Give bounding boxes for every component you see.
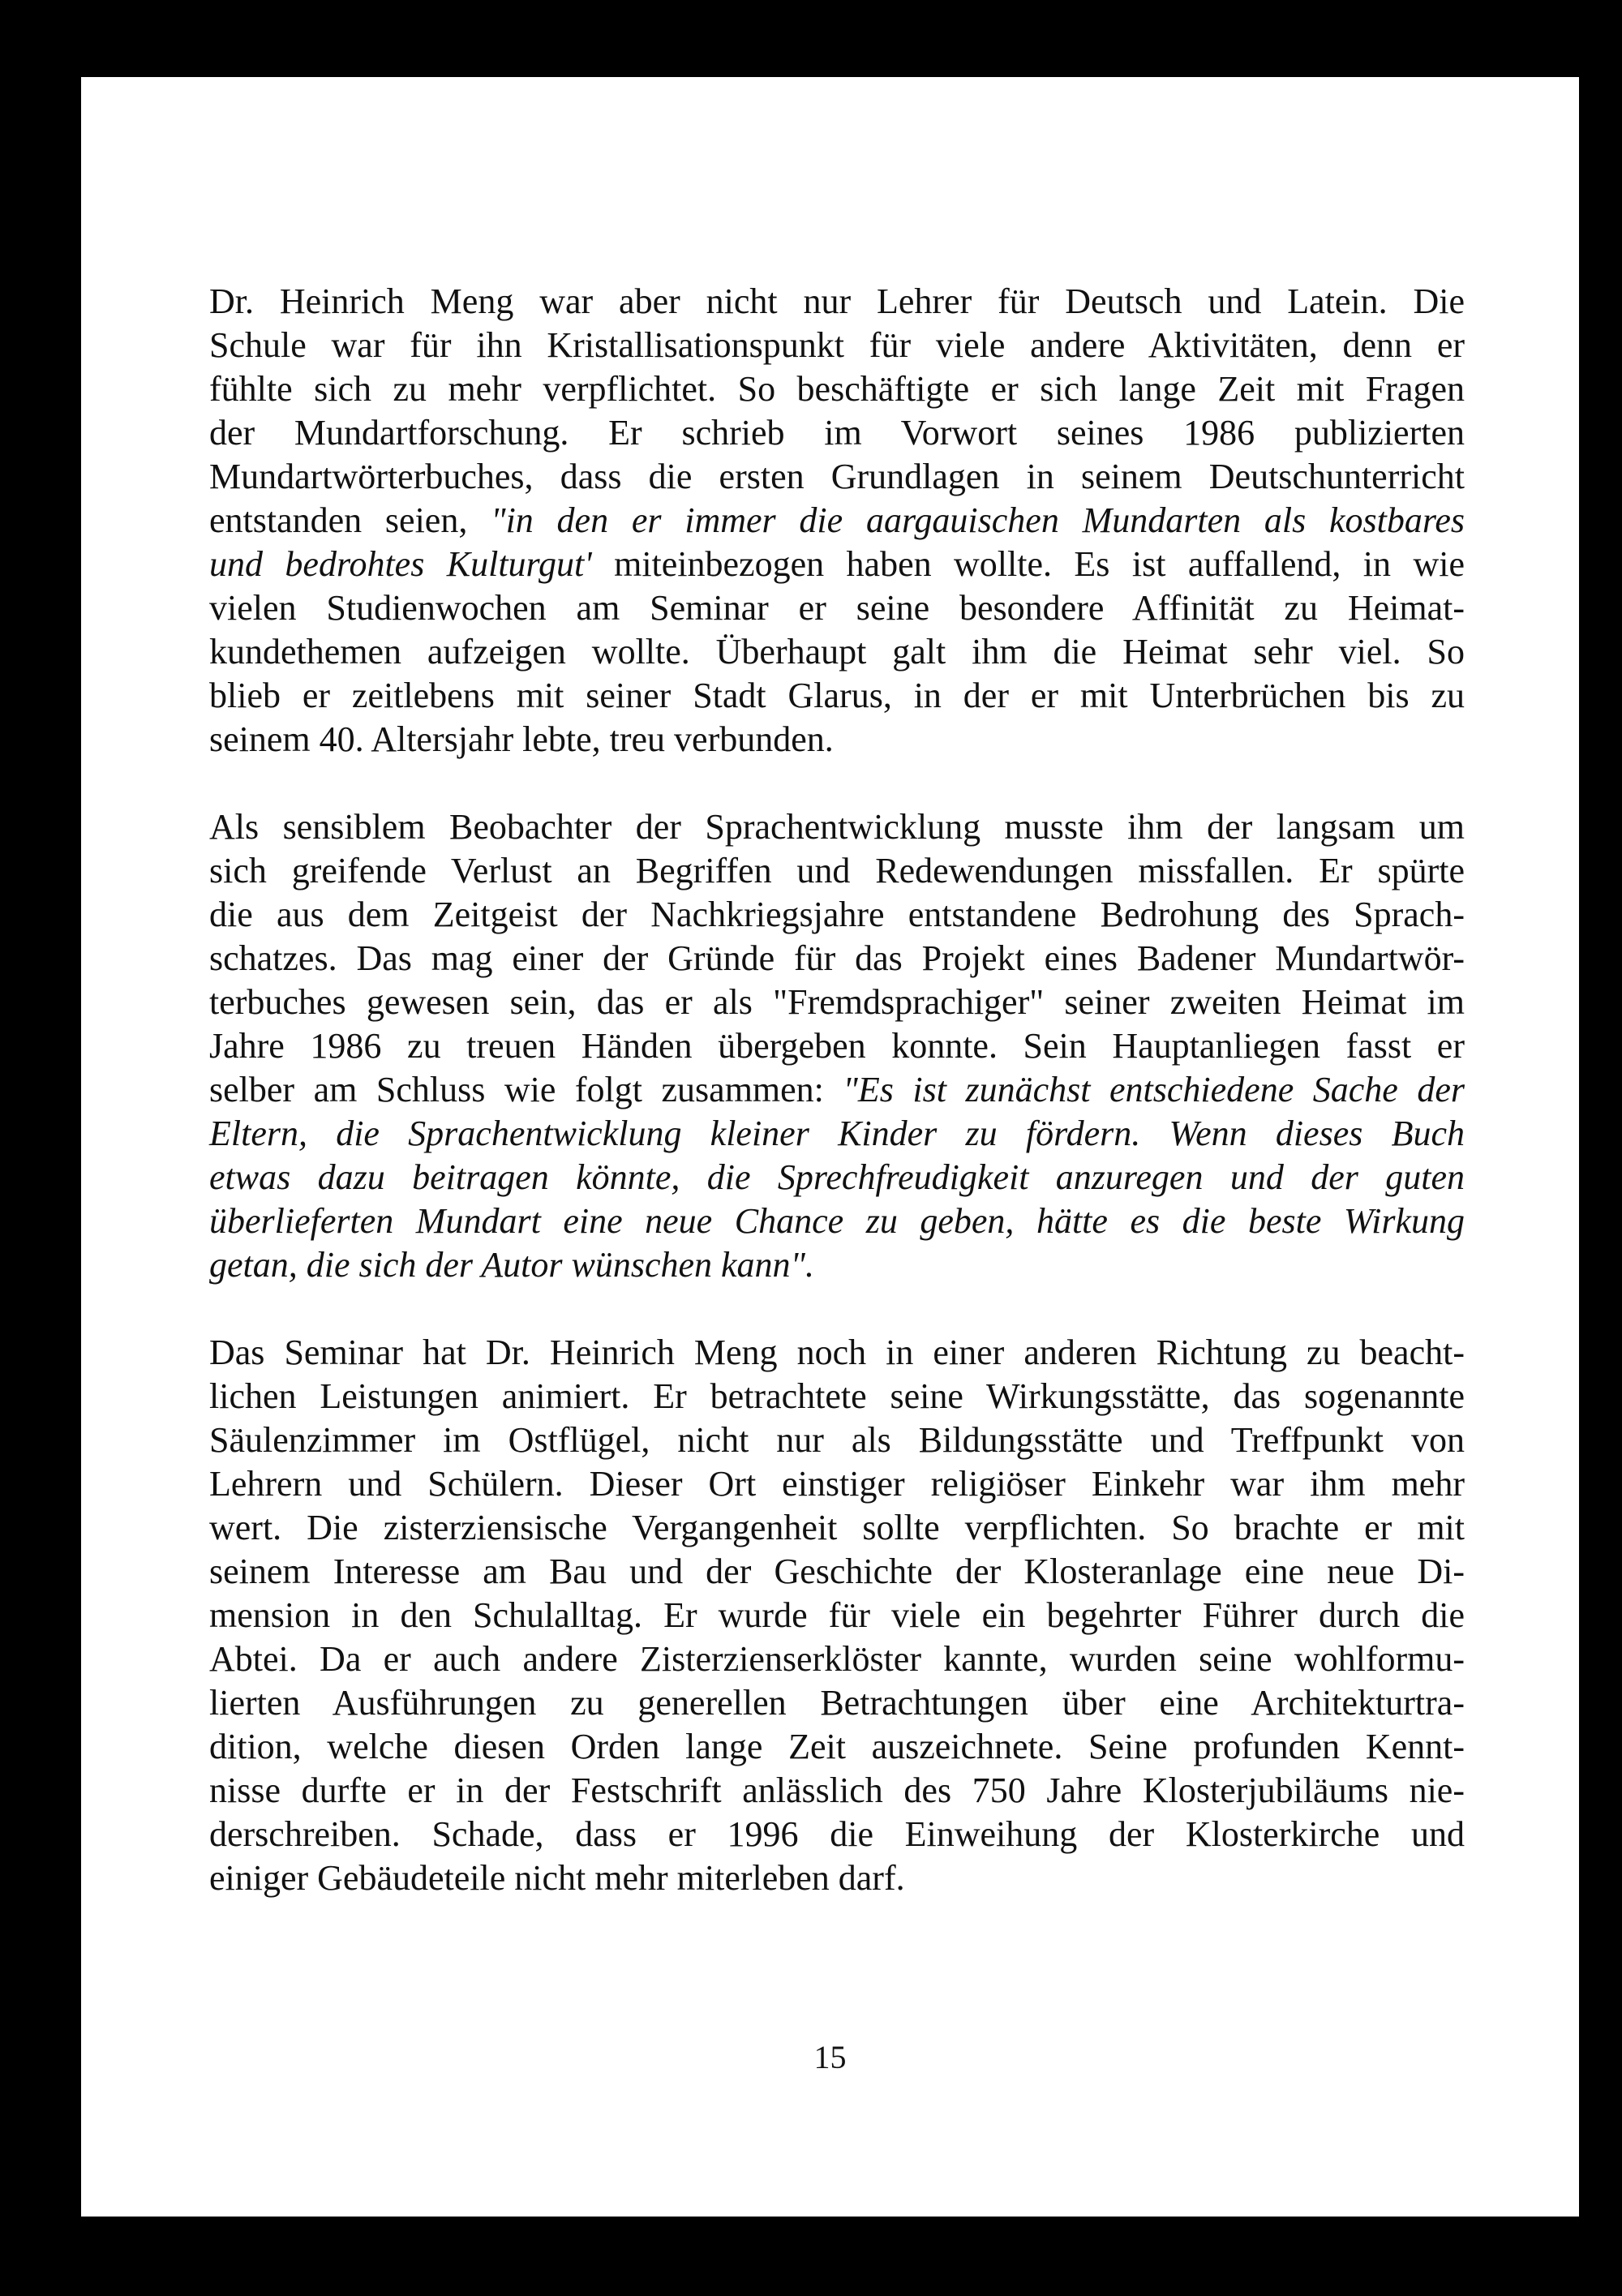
text-line: [209, 455, 1465, 499]
text-line: [209, 718, 1465, 762]
text-line: [209, 1856, 1465, 1900]
text-line: [209, 1068, 1465, 1112]
text-segment: terbuches gewesen sein, das er als "Fremdsprachiger" seiner zweiten Heimat im: [209, 982, 1465, 1022]
text-segment: einiger Gebäudeteile nicht mehr miterleben darf.: [209, 1858, 905, 1898]
text-segment: Das Seminar hat Dr. Heinrich Meng noch in einer anderen Richtung zu beacht-: [209, 1333, 1465, 1372]
text-line: [209, 1156, 1465, 1199]
document-page: [81, 77, 1579, 2217]
text-line: [209, 1331, 1465, 1375]
text-line: [209, 1769, 1465, 1813]
text-line: [209, 937, 1465, 981]
text-line: [209, 586, 1465, 630]
text-segment: blieb er zeitlebens mit seiner Stadt Glarus, in der er mit Unterbrüchen bis zu: [209, 676, 1465, 715]
italic-quote-segment: getan, die sich der Autor wünschen kann".: [209, 1245, 815, 1285]
text-line: [209, 1550, 1465, 1594]
text-line: [209, 1813, 1465, 1856]
text-segment: vielen Studienwochen am Seminar er seine besondere Affinität zu Heimat-: [209, 588, 1465, 628]
text-segment: seinem 40. Altersjahr lebte, treu verbunden.: [209, 719, 834, 759]
text-line: [209, 411, 1465, 455]
text-line: [209, 981, 1465, 1024]
italic-quote-segment: und bedrohtes Kulturgut': [209, 544, 592, 584]
text-segment: seinem Interesse am Bau und der Geschichte der Klosteranlage eine neue Di-: [209, 1551, 1465, 1591]
text-line: [209, 324, 1465, 367]
text-segment: nisse durfte er in der Festschrift anlässlich des 750 Jahre Klosterjubiläums nie-: [209, 1770, 1465, 1810]
text-segment: schatzes. Das mag einer der Gründe für das Projekt eines Badener Mundartwör-: [209, 938, 1465, 978]
italic-quote-segment: überlieferten Mundart eine neue Chance zu geben, hätte es die beste Wirkung: [209, 1201, 1465, 1241]
text-segment: Lehrern und Schülern. Dieser Ort einstiger religiöser Einkehr war ihm mehr: [209, 1464, 1465, 1504]
text-line: [209, 499, 1465, 543]
paragraph-gap: [209, 762, 1465, 805]
text-segment: der Mundartforschung. Er schrieb im Vorwort seines 1986 publizierten: [209, 413, 1465, 453]
text-segment: Jahre 1986 zu treuen Händen übergeben konnte. Sein Hauptanliegen fasst er: [209, 1026, 1465, 1066]
italic-quote-segment: "Es ist zunächst entschiedene Sache der: [843, 1070, 1465, 1109]
text-line: [209, 1024, 1465, 1068]
text-line: [209, 280, 1465, 324]
text-line: [209, 1725, 1465, 1769]
text-segment: Mundartwörterbuches, dass die ersten Grundlagen in seinem Deutschunterricht: [209, 457, 1465, 496]
text-line: [209, 849, 1465, 893]
text-line: [209, 1199, 1465, 1243]
text-line: [209, 1506, 1465, 1550]
text-line: [209, 1112, 1465, 1156]
paragraph: [209, 805, 1465, 1287]
text-line: [209, 1681, 1465, 1725]
body-text: [209, 280, 1465, 1900]
text-line: [209, 893, 1465, 937]
text-line: [209, 367, 1465, 411]
text-segment: selber am Schluss wie folgt zusammen:: [209, 1070, 843, 1109]
text-line: [209, 543, 1465, 586]
text-segment: lichen Leistungen animiert. Er betrachtete seine Wirkungsstätte, das sogenannte: [209, 1376, 1465, 1416]
italic-quote-segment: Eltern, die Sprachentwicklung kleiner Kinder zu fördern. Wenn dieses Buch: [209, 1114, 1465, 1153]
text-segment: sich greifende Verlust an Begriffen und Redewendungen missfallen. Er spürte: [209, 851, 1465, 891]
text-segment: mension in den Schulalltag. Er wurde für viele ein begehrter Führer durch die: [209, 1595, 1465, 1635]
text-segment: Abtei. Da er auch andere Zisterzienserklöster kannte, wurden seine wohlformu-: [209, 1639, 1465, 1679]
text-line: [209, 1418, 1465, 1462]
text-segment: fühlte sich zu mehr verpflichtet. So beschäftigte er sich lange Zeit mit Fragen: [209, 369, 1465, 409]
text-segment: Als sensiblem Beobachter der Sprachentwicklung musste ihm der langsam um: [209, 807, 1465, 847]
text-segment: Schule war für ihn Kristallisationspunkt für viele andere Aktivitäten, denn er: [209, 325, 1465, 365]
text-segment: miteinbezogen haben wollte. Es ist auffallend, in wie: [591, 544, 1465, 584]
italic-quote-segment: "in den er immer die aargauischen Mundarten als kostbares: [491, 500, 1465, 540]
text-segment: die aus dem Zeitgeist der Nachkriegsjahre entstandene Bedrohung des Sprach-: [209, 895, 1465, 934]
page-number: 15: [813, 2039, 847, 2075]
italic-quote-segment: etwas dazu beitragen könnte, die Sprechfreudigkeit anzuregen und der guten: [209, 1157, 1465, 1197]
text-segment: dition, welche diesen Orden lange Zeit auszeichnete. Seine profunden Kennt-: [209, 1727, 1465, 1766]
text-line: [209, 1462, 1465, 1506]
paragraph-gap: [209, 1287, 1465, 1331]
text-segment: Dr. Heinrich Meng war aber nicht nur Lehrer für Deutsch und Latein. Die: [209, 281, 1465, 321]
text-segment: kundethemen aufzeigen wollte. Überhaupt galt ihm die Heimat sehr viel. So: [209, 632, 1465, 672]
text-line: [209, 674, 1465, 718]
text-segment: derschreiben. Schade, dass er 1996 die Einweihung der Klosterkirche und: [209, 1814, 1465, 1854]
text-line: [209, 630, 1465, 674]
text-segment: entstanden seien,: [209, 500, 491, 540]
text-line: [209, 805, 1465, 849]
paragraph: [209, 1331, 1465, 1900]
text-line: [209, 1243, 1465, 1287]
text-segment: wert. Die zisterziensische Vergangenheit sollte verpflichten. So brachte er mit: [209, 1508, 1465, 1547]
text-line: [209, 1637, 1465, 1681]
text-line: [209, 1594, 1465, 1637]
text-line: [209, 1375, 1465, 1418]
text-segment: Säulenzimmer im Ostflügel, nicht nur als Bildungsstätte und Treffpunkt von: [209, 1420, 1465, 1460]
text-segment: lierten Ausführungen zu generellen Betrachtungen über eine Architekturtra-: [209, 1683, 1465, 1723]
paragraph: [209, 280, 1465, 762]
